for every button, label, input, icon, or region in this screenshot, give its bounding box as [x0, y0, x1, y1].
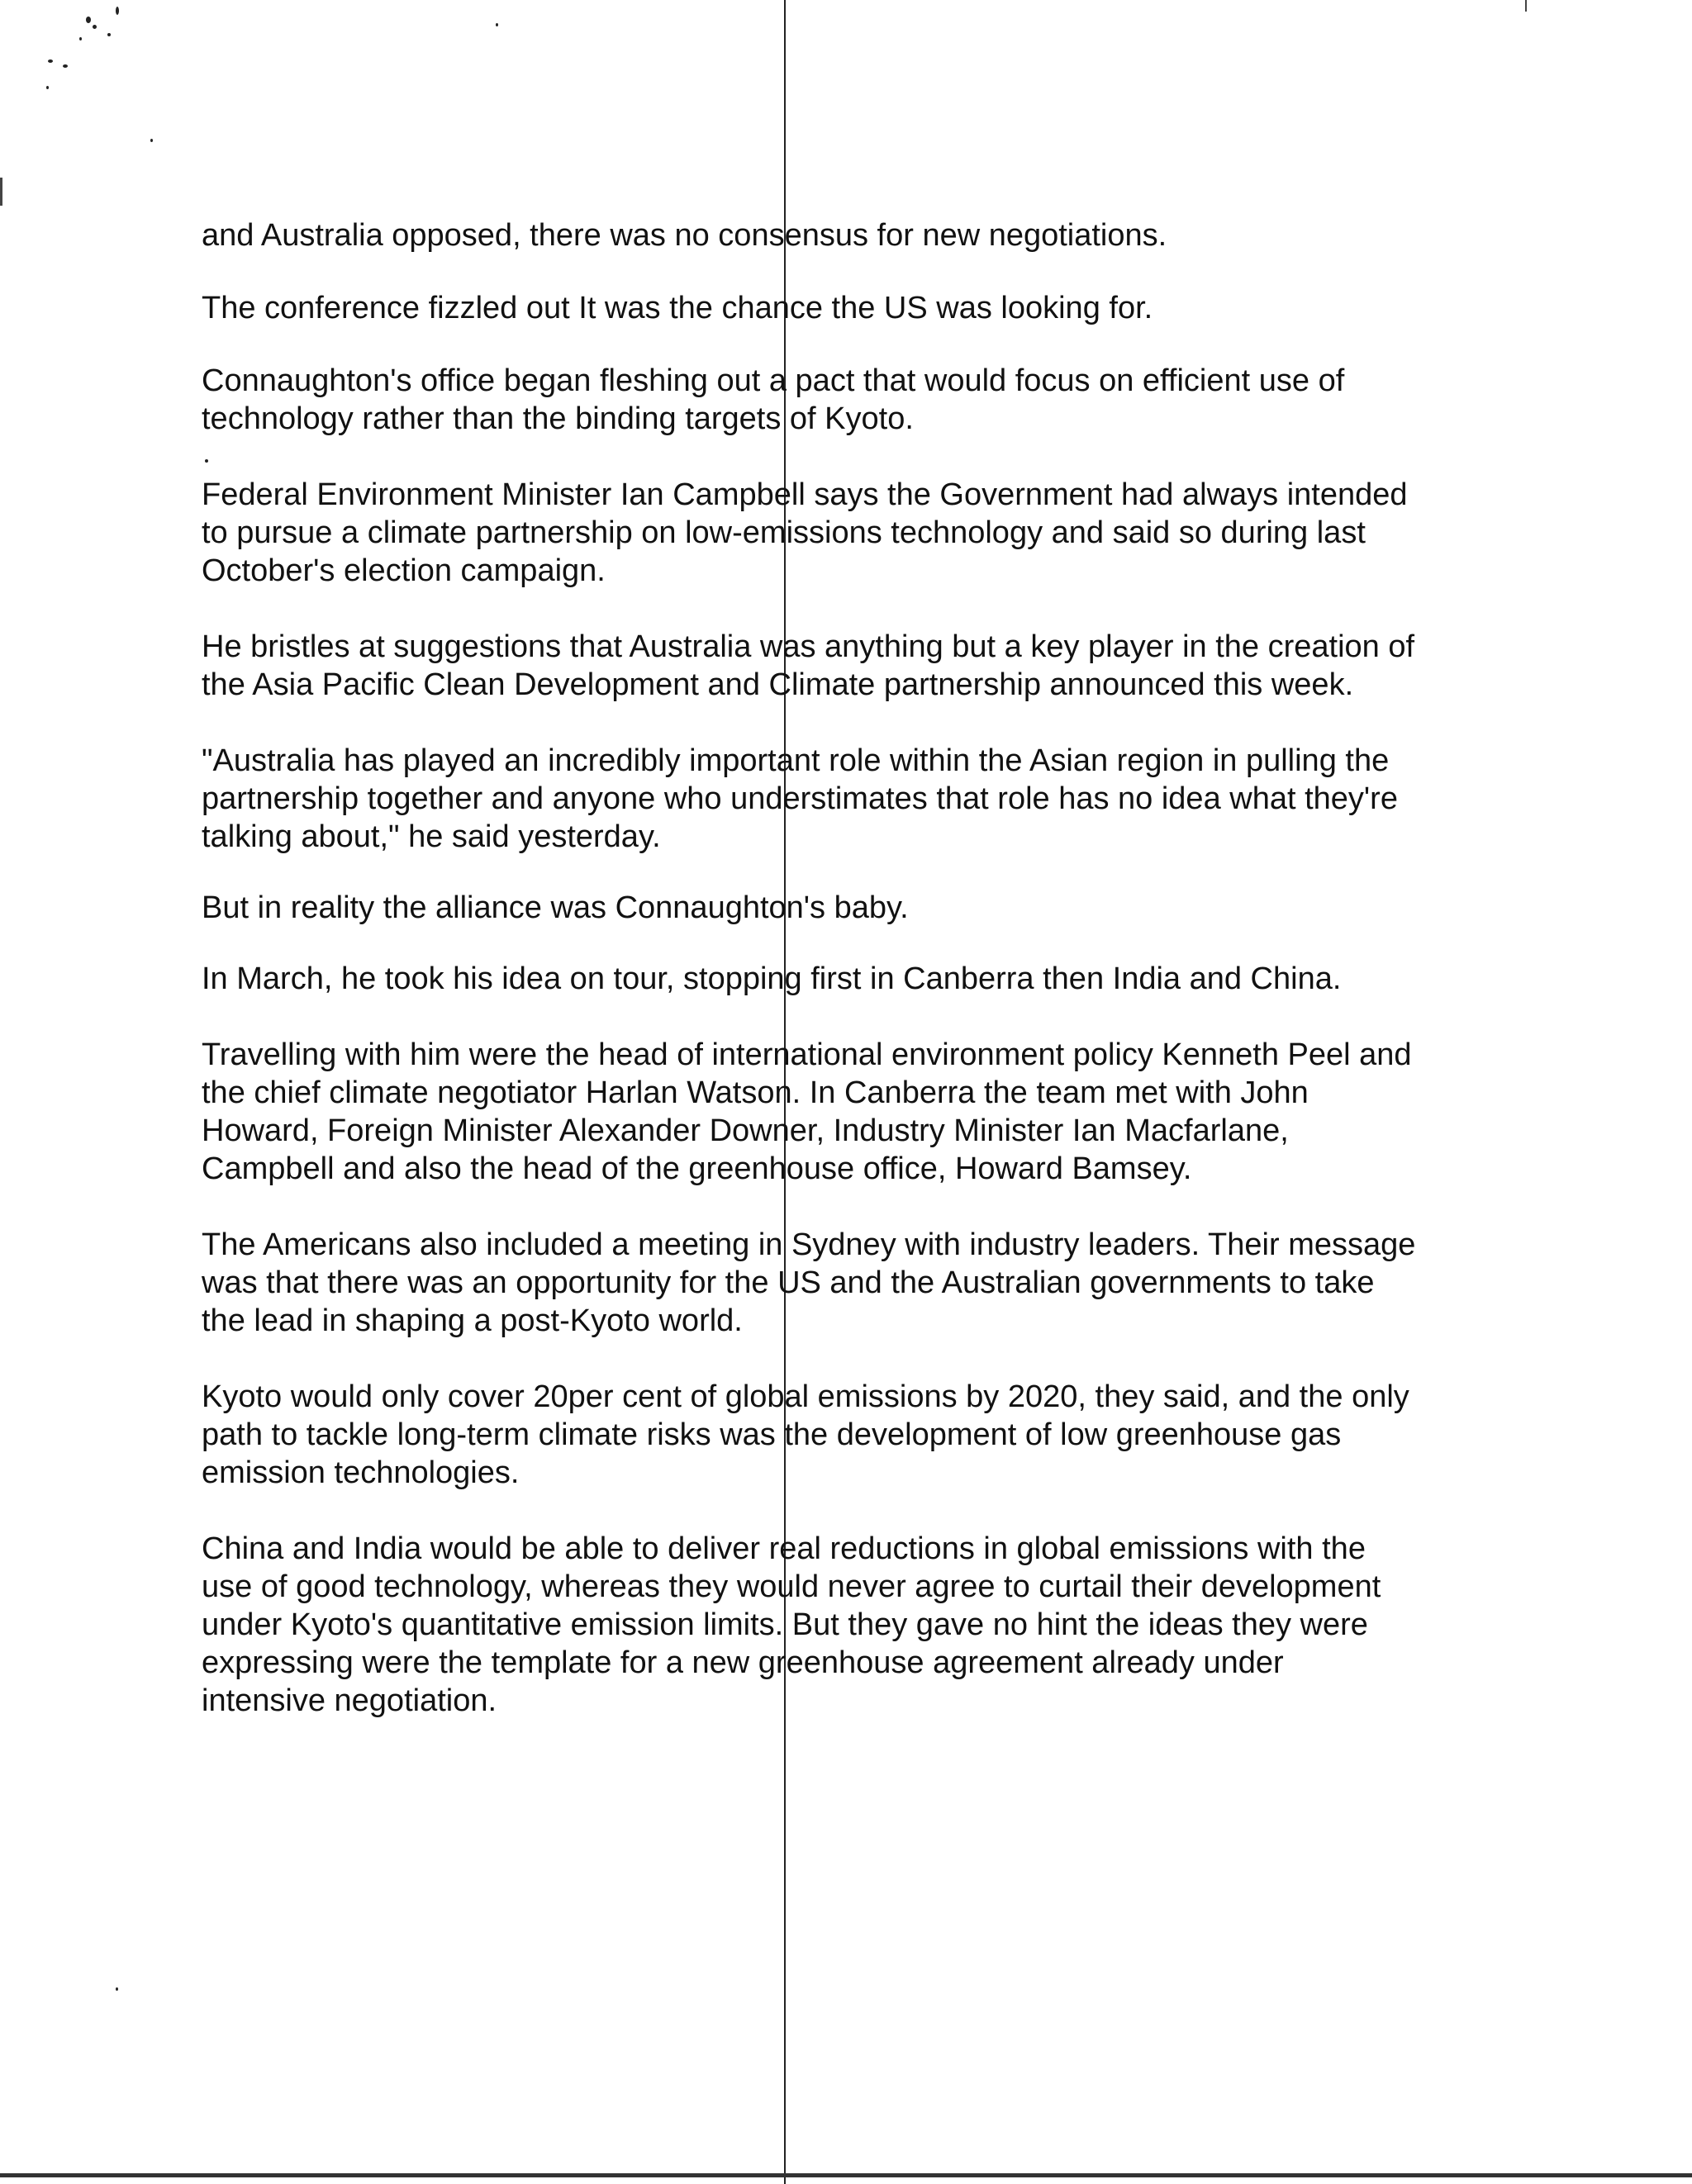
- paragraph: The conference fizzled out It was the chance the US was looking for.: [202, 291, 1153, 325]
- scan-speck: [116, 1987, 118, 1991]
- scan-speck: [86, 17, 91, 23]
- paragraph: Connaughton's office began fleshing out a pact that would focus on efficient use of technology rather than the binding targets of Kyoto.: [202, 363, 1345, 436]
- scan-speck: [116, 7, 119, 15]
- scan-speck: [107, 33, 111, 36]
- paragraph: Kyoto would only cover 20per cent of global emissions by 2020, they said, and the only path to tackle long-term climate risks was the development of low greenhouse gas emission technologies.: [202, 1379, 1409, 1490]
- scan-speck: [150, 139, 153, 142]
- scan-speck: [496, 23, 498, 26]
- scan-speck: [48, 59, 53, 63]
- scan-corner-tick: [1525, 0, 1527, 12]
- scan-speck: [93, 25, 97, 29]
- paragraph: "Australia has played an incredibly important role within the Asian region in pulling the partnership together and anyone who understimates that role has no idea what they're talking about," he said yesterday.: [202, 743, 1398, 854]
- paragraph: In March, he took his idea on tour, stopping first in Canberra then India and China.: [202, 961, 1342, 996]
- paragraph: He bristles at suggestions that Australia was anything but a key player in the creation of the Asia Pacific Clean Development and Climate partnership announced this week.: [202, 629, 1415, 702]
- scan-bottom-edge: [0, 2173, 1692, 2177]
- scan-speck: [46, 86, 49, 89]
- scan-speck: [63, 64, 68, 68]
- paragraph: Federal Environment Minister Ian Campbell says the Government had always intended to pursue a climate partnership on low-emissions technology and said so during last October's election campaign.: [202, 477, 1408, 588]
- scan-edge-mark: [0, 178, 2, 206]
- paragraph: China and India would be able to deliver real reductions in global emissions with the use of good technology, whereas they would never agree to curtail their development under Kyoto's quantitative emission limits. But they gave no hint the ideas they were expressing were the template for a new greenhouse agreement already under intensive negotiation.: [202, 1531, 1381, 1718]
- paragraph: But in reality the alliance was Connaughton's baby.: [202, 890, 909, 925]
- paragraph: Travelling with him were the head of international environment policy Kenneth Peel and the chief climate negotiator Harlan Watson. In Canberra the team met with John Howard, Foreign Minister Alexander Downer, Industry Minister Ian Macfarlane, Campbell and also the head of the greenhouse office, Howard Bamsey.: [202, 1037, 1412, 1186]
- article-body: [202, 216, 1416, 1720]
- scan-speck: [79, 37, 82, 40]
- paragraph: The Americans also included a meeting in Sydney with industry leaders. Their message was that there was an opportunity for the US and the Australian governments to take the lead in shaping a post-Kyoto world.: [202, 1227, 1416, 1338]
- paragraph: and Australia opposed, there was no consensus for new negotiations.: [202, 218, 1167, 253]
